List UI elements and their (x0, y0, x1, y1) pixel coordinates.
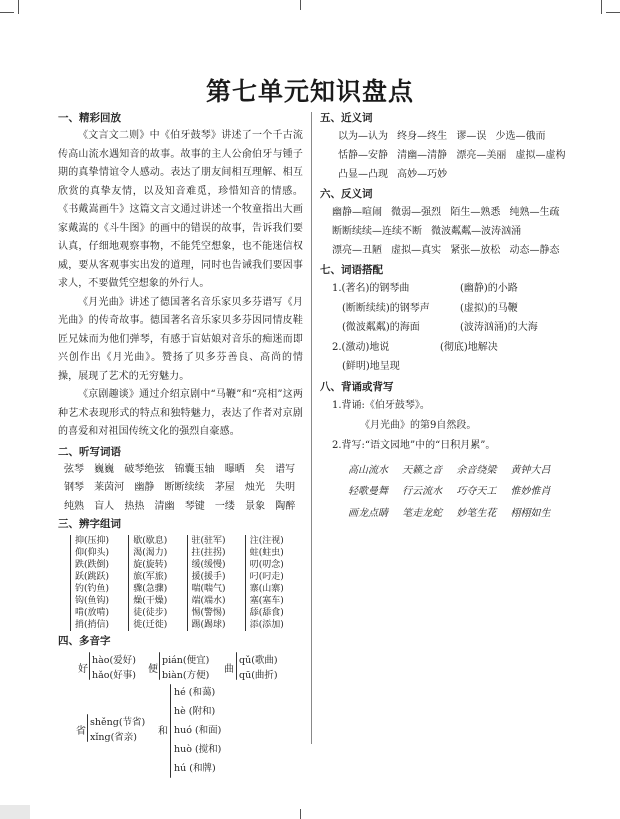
polyphone-reading: pián(便宜) (162, 655, 210, 666)
recite-line: 《月光曲》的第9自然段。 (360, 419, 477, 431)
word-row: 弦琴 巍巍 破琴绝弦 锦囊玉轴 曝晒 矣 谱写 (64, 463, 296, 475)
grid-cell: 添(添加) (249, 620, 284, 630)
brace (170, 684, 171, 778)
synonym-row: 凸显—凸现 高妙—巧妙 (338, 169, 448, 180)
grid-cell: 踢(踢球) (191, 620, 226, 630)
polyphone-reading: hú (和牌) (174, 763, 216, 774)
idiom-row: 高山流水 天籁之音 余音绕梁 黄钟大吕 (348, 464, 551, 476)
grid-column (245, 535, 303, 631)
grid-cell: 拄(拄拐) (191, 548, 226, 558)
section-heading: 一、精彩回放 (58, 112, 121, 124)
crop-mark (18, 0, 19, 14)
grid-cell: 燥(干燥) (133, 596, 168, 606)
section-heading: 四、多音字 (58, 635, 111, 647)
antonym-row: 漂亮—丑陋 虚拟—真实 紧张—放松 动态—静态 (332, 245, 560, 256)
grid-cell: 援(援手) (191, 572, 226, 582)
synonym-row: 恬静—安静 清幽—清静 漂亮—美丽 虚拟—虚构 (338, 150, 566, 161)
synonym-row: 以为—认为 终身—终生 谬—误 少选—俄而 (338, 131, 546, 142)
paragraph: 《文言文二则》中《伯牙鼓琴》讲述了一个千古流传高山流水遇知音的故事。故事的主人公俞伯牙与锺子期的真挚情谊令人感动。表达了朋友间相互理解、相互欣赏的真挚友情，以及知音难觅，珍惜知音的情感。《书戴嵩画牛》这篇文言文通过讲述一个牧童指出大画家戴嵩的《斗牛图》的画中的错误的故事，告诉我们要认真，仔细地观察事物，不能凭空想象，也不能迷信权威，要从客观事实出发的道理，同时也告诫我们要因事求人，不要做凭空想象的外行人。 (58, 130, 303, 289)
crop-mark (606, 12, 620, 13)
polyphone-char: 好 (78, 664, 88, 675)
collocation: 2.(激动)地说 (332, 341, 390, 353)
polyphone-char: 曲 (224, 664, 234, 675)
crop-mark (601, 0, 602, 14)
grid-cell: 跃(跳跃) (75, 572, 110, 582)
grid-cell: 徙(迁徙) (133, 620, 168, 630)
polyphone-reading: huó (和面) (174, 725, 222, 736)
polyphone-reading: hǎo(好事) (92, 670, 136, 681)
polyphone-char: 省 (76, 726, 86, 737)
collocation: (微波粼粼)的海面 (342, 322, 420, 333)
brace (159, 652, 160, 680)
collocation: (鲜明)地呈现 (342, 361, 400, 372)
char-compare-grid (70, 535, 303, 631)
polyphone-reading: hào(爱好) (92, 655, 136, 666)
grid-cell: 旋(旋转) (133, 560, 168, 570)
recite-line: 1.背诵:《伯牙鼓琴》。 (332, 399, 430, 411)
corner-tab (0, 805, 30, 819)
section-heading: 七、词语搭配 (320, 264, 383, 276)
polyphone-reading: hé (和蔼) (174, 687, 216, 698)
antonym-row: 断断续续—连续不断 微波粼粼—波涛汹涌 (332, 226, 522, 237)
grid-cell: 驻(驻军) (191, 536, 226, 546)
collocation-row (332, 299, 580, 319)
grid-cell: 叨(叨念) (249, 560, 284, 570)
grid-cell: 舔(舔食) (249, 608, 284, 618)
collocation: (幽静)的小路 (460, 283, 518, 294)
grid-column (70, 535, 128, 631)
brace (236, 652, 237, 680)
grid-cell: 旅(军旅) (133, 572, 168, 582)
grid-cell: 啃(放啃) (75, 608, 110, 618)
grid-cell: 寨(山寨) (249, 584, 284, 594)
polyphone-reading: huò (搅和) (174, 744, 222, 755)
collocation-row (332, 357, 580, 377)
collocation: 1.(著名)的钢琴曲 (332, 283, 410, 294)
grid-cell: 注(注视) (249, 536, 284, 546)
paragraph: 《京剧趣谈》通过介绍京剧中“马鞭”和“亮相”这两种艺术表现形式的特点和独特魅力，表达了作者对京剧的喜爱和对祖国传统文化的强烈自豪感。 (58, 389, 303, 437)
section-heading: 六、反义词 (320, 188, 373, 200)
grid-cell: 惕(警惕) (191, 608, 226, 618)
page-title: 第七单元知识盘点 (205, 77, 414, 106)
collocation-list (332, 279, 580, 377)
polyphone-reading: shěng(节省) (90, 717, 146, 728)
grid-cell: 骤(急骤) (133, 584, 168, 594)
antonym-row: 幽静—喧闹 微弱—强烈 陌生—熟悉 纯熟—生疏 (332, 207, 560, 218)
grid-column (187, 535, 245, 631)
grid-cell: 端(端水) (191, 596, 226, 606)
grid-cell: 捎(捎信) (75, 620, 110, 630)
polyphone-reading: hè (附和) (174, 706, 216, 717)
collocation: (彻底)地解决 (440, 341, 498, 353)
grid-cell: 喘(喘气) (191, 584, 226, 594)
grid-cell: 歇(歇息) (133, 536, 168, 546)
polyphone-reading: biàn(方便) (162, 670, 210, 681)
polyphone-reading: xǐng(省亲) (90, 732, 138, 743)
idiom-row: 画龙点睛 笔走龙蛇 妙笔生花 栩栩如生 (348, 507, 551, 519)
polyphone-reading: qǔ(歌曲) (239, 655, 278, 666)
grid-cell: 徒(徒步) (133, 608, 168, 618)
collocation: (断断续续)的钢琴声 (342, 302, 430, 314)
section-heading: 八、背诵或背写 (320, 380, 394, 393)
grid-cell: 仰(仰头) (75, 548, 110, 558)
right-column (320, 110, 580, 524)
word-row: 钢琴 莱茵河 幽静 断断续续 茅屋 烛光 失明 (64, 482, 296, 493)
idiom-row: 轻歌曼舞 行云流水 巧夺天工 惟妙惟肖 (348, 486, 551, 497)
collocation: (虚拟)的马鞭 (460, 302, 518, 314)
word-row: 纯熟 盲人 热热 清幽 琴键 一缕 景象 陶醉 (64, 500, 296, 512)
crop-mark (300, 809, 301, 819)
brace (87, 714, 88, 742)
grid-cell: 塞(塞车) (249, 596, 284, 606)
left-column (58, 110, 303, 780)
collocation: (波涛汹涌)的大海 (460, 322, 538, 333)
column-divider (311, 112, 312, 744)
polyphone-row (58, 650, 303, 684)
grid-cell: 钓(钓鱼) (75, 584, 110, 594)
polyphone-char: 便 (148, 664, 158, 675)
grid-column (128, 535, 186, 631)
collocation-row (332, 279, 580, 299)
recite-line: 2.背写:“语文园地”中的“日积月累”。 (332, 439, 496, 451)
polyphone-row (58, 684, 303, 780)
collocation-row (332, 338, 580, 358)
grid-cell: 抑(压抑) (75, 536, 110, 546)
grid-cell: 跌(跌倒) (75, 560, 110, 570)
brace (89, 652, 90, 680)
grid-cell: 渴(渴力) (133, 548, 168, 558)
crop-mark (0, 12, 14, 13)
paragraph: 《月光曲》讲述了德国著名音乐家贝多芬谱写《月光曲》的传奇故事。德国著名音乐家贝多芬因同情皮鞋匠兄妹而为他们弹琴，有感于盲姑娘对音乐的痴迷而即兴创作出《月光曲》。赞扬了贝多芬善良、高尚的情操，展现了艺术的无穷魅力。 (58, 296, 303, 382)
polyphone-char: 和 (158, 726, 168, 737)
section-heading: 二、听写词语 (58, 445, 121, 458)
collocation-row (332, 318, 580, 338)
grid-cell: 钩(鱼钩) (75, 596, 110, 606)
grid-cell: 叼(叼走) (249, 572, 284, 582)
crop-mark (300, 0, 301, 10)
section-heading: 五、近义词 (320, 112, 373, 124)
grid-cell: 蛀(蛀虫) (249, 548, 284, 558)
grid-cell: 缓(缓慢) (191, 560, 226, 570)
section-heading: 三、辨字组词 (58, 518, 121, 530)
polyphone-reading: qū(曲折) (239, 670, 278, 681)
